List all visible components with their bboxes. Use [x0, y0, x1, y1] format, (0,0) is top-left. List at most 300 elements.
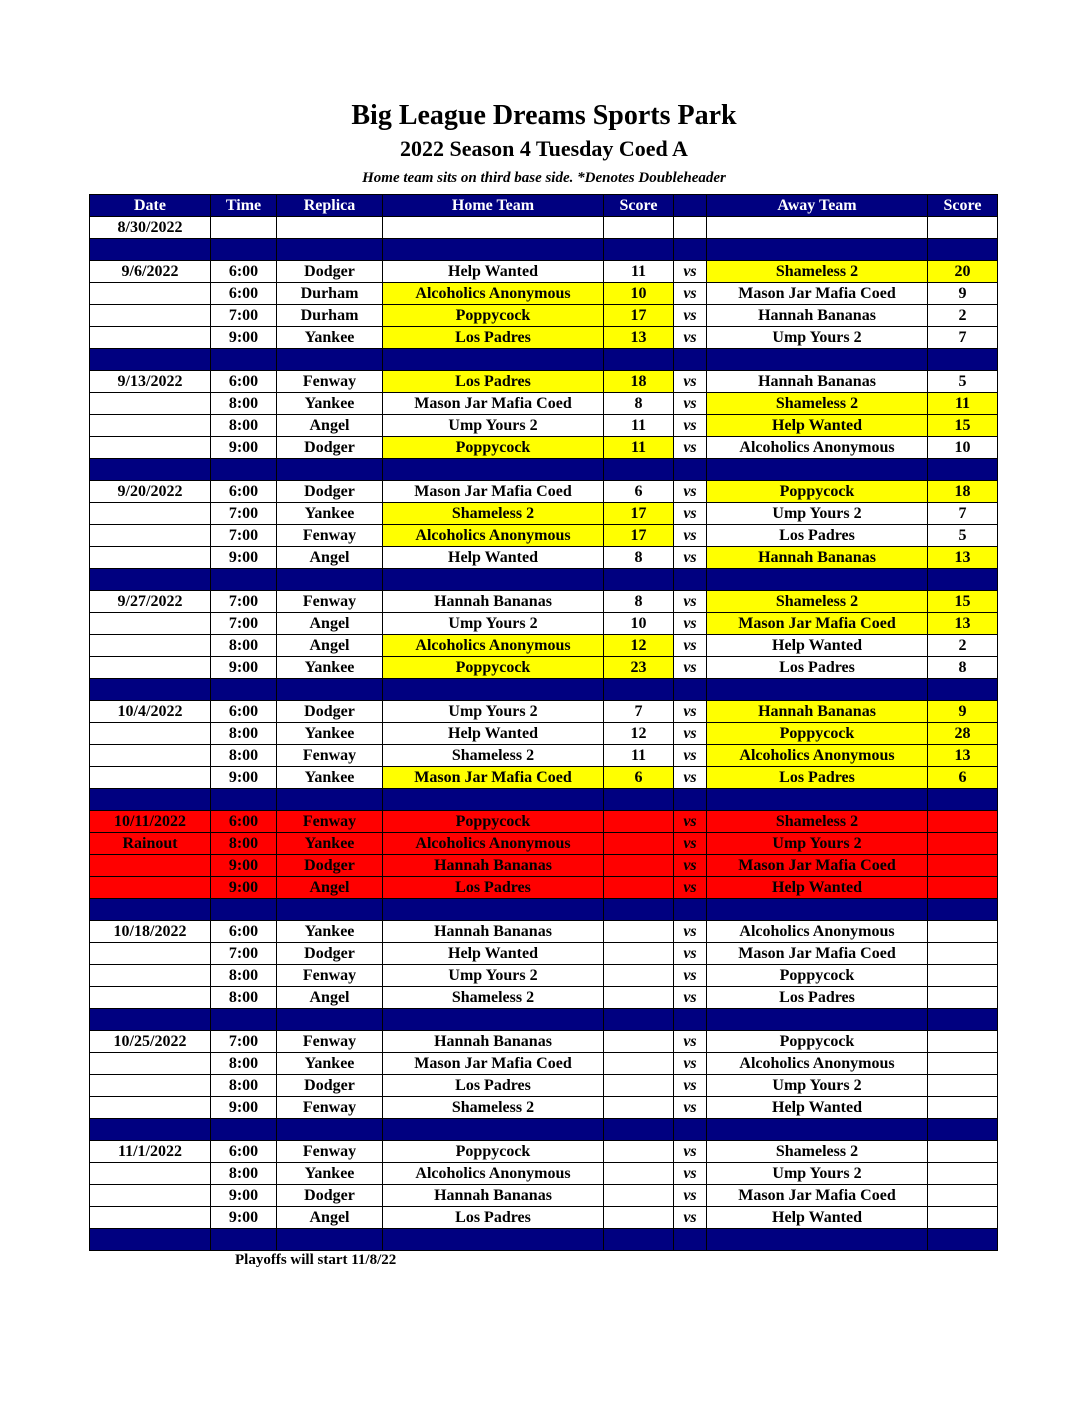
field-cell: Dodger: [277, 701, 383, 723]
away-score-cell: [928, 921, 998, 943]
separator-cell: [211, 349, 277, 371]
away-team-cell: Alcoholics Anonymous: [707, 745, 928, 767]
table-header-row: [90, 195, 998, 217]
home-score-cell: [604, 987, 674, 1009]
home-score-cell: 13: [604, 327, 674, 349]
vs-cell: vs: [674, 657, 707, 679]
separator-cell: [707, 1009, 928, 1031]
field-cell: Yankee: [277, 723, 383, 745]
time-cell: 7:00: [211, 591, 277, 613]
date-cell: 9/20/2022: [90, 481, 211, 503]
date-cell: 10/11/2022: [90, 811, 211, 833]
vs-cell: vs: [674, 943, 707, 965]
table-row: [90, 701, 998, 723]
away-team-cell: Mason Jar Mafia Coed: [707, 943, 928, 965]
empty-cell: [383, 217, 604, 239]
away-score-cell: 7: [928, 503, 998, 525]
separator-cell: [928, 1229, 998, 1251]
home-team-cell: Help Wanted: [383, 943, 604, 965]
separator-cell: [707, 1119, 928, 1141]
field-cell: Angel: [277, 613, 383, 635]
separator-cell: [674, 1119, 707, 1141]
table-row: [90, 393, 998, 415]
time-cell: 8:00: [211, 1163, 277, 1185]
home-score-cell: [604, 1207, 674, 1229]
time-cell: 6:00: [211, 481, 277, 503]
home-team-cell: Help Wanted: [383, 547, 604, 569]
away-team-cell: Poppycock: [707, 1031, 928, 1053]
empty-cell: [277, 217, 383, 239]
separator-cell: [674, 239, 707, 261]
away-score-cell: [928, 855, 998, 877]
away-team-cell: Los Padres: [707, 767, 928, 789]
away-team-cell: Mason Jar Mafia Coed: [707, 1185, 928, 1207]
away-team-cell: Ump Yours 2: [707, 503, 928, 525]
date-cell: [90, 1075, 211, 1097]
home-team-cell: Poppycock: [383, 811, 604, 833]
away-score-cell: [928, 987, 998, 1009]
separator-cell: [707, 679, 928, 701]
away-team-cell: Mason Jar Mafia Coed: [707, 283, 928, 305]
home-team-cell: Los Padres: [383, 877, 604, 899]
home-score-cell: 12: [604, 723, 674, 745]
home-team-cell: Alcoholics Anonymous: [383, 283, 604, 305]
separator-cell: [90, 899, 211, 921]
separator-cell: [211, 1119, 277, 1141]
table-row: [90, 965, 998, 987]
table-row: [90, 613, 998, 635]
home-team-cell: Shameless 2: [383, 987, 604, 1009]
home-score-cell: [604, 811, 674, 833]
table-row: [90, 1097, 998, 1119]
vs-cell: vs: [674, 745, 707, 767]
separator-cell: [928, 1119, 998, 1141]
time-cell: 7:00: [211, 943, 277, 965]
table-row: [90, 1163, 998, 1185]
home-score-cell: [604, 921, 674, 943]
date-cell: [90, 1185, 211, 1207]
table-row: [90, 723, 998, 745]
separator-cell: [674, 899, 707, 921]
field-cell: Dodger: [277, 481, 383, 503]
empty-cell: [604, 217, 674, 239]
home-score-cell: 10: [604, 613, 674, 635]
home-score-cell: 7: [604, 701, 674, 723]
away-score-cell: 10: [928, 437, 998, 459]
separator-cell: [211, 679, 277, 701]
vs-cell: vs: [674, 1185, 707, 1207]
away-score-cell: [928, 943, 998, 965]
time-cell: 6:00: [211, 261, 277, 283]
separator-cell: [211, 789, 277, 811]
home-score-cell: [604, 1031, 674, 1053]
week-separator-row: [90, 1119, 998, 1141]
away-team-cell: Poppycock: [707, 965, 928, 987]
week-separator-row: [90, 349, 998, 371]
empty-cell: [707, 217, 928, 239]
time-cell: 8:00: [211, 393, 277, 415]
home-team-cell: Hannah Bananas: [383, 591, 604, 613]
date-cell: [90, 613, 211, 635]
date-cell: [90, 393, 211, 415]
away-score-cell: 6: [928, 767, 998, 789]
home-team-cell: Hannah Bananas: [383, 921, 604, 943]
field-cell: Angel: [277, 635, 383, 657]
vs-cell: vs: [674, 1053, 707, 1075]
time-cell: 9:00: [211, 327, 277, 349]
away-team-cell: Mason Jar Mafia Coed: [707, 613, 928, 635]
home-team-cell: Shameless 2: [383, 1097, 604, 1119]
field-cell: Dodger: [277, 1185, 383, 1207]
time-cell: 8:00: [211, 1053, 277, 1075]
table-row: [90, 1075, 998, 1097]
time-cell: 6:00: [211, 701, 277, 723]
separator-cell: [211, 239, 277, 261]
separator-cell: [707, 459, 928, 481]
home-team-cell: Hannah Bananas: [383, 1185, 604, 1207]
away-team-cell: Shameless 2: [707, 1141, 928, 1163]
separator-cell: [277, 569, 383, 591]
separator-cell: [928, 239, 998, 261]
separator-cell: [277, 789, 383, 811]
away-score-cell: [928, 1163, 998, 1185]
separator-cell: [383, 789, 604, 811]
away-score-cell: [928, 1075, 998, 1097]
home-score-cell: 8: [604, 591, 674, 613]
home-team-cell: Poppycock: [383, 437, 604, 459]
field-cell: Dodger: [277, 855, 383, 877]
date-cell: [90, 415, 211, 437]
separator-cell: [674, 1009, 707, 1031]
away-score-cell: [928, 811, 998, 833]
home-score-cell: 18: [604, 371, 674, 393]
date-cell: [90, 987, 211, 1009]
separator-cell: [277, 239, 383, 261]
home-team-cell: Hannah Bananas: [383, 855, 604, 877]
separator-cell: [928, 1009, 998, 1031]
vs-cell: vs: [674, 1097, 707, 1119]
time-cell: 7:00: [211, 525, 277, 547]
home-team-cell: Mason Jar Mafia Coed: [383, 1053, 604, 1075]
home-team-cell: Mason Jar Mafia Coed: [383, 481, 604, 503]
home-team-cell: Los Padres: [383, 327, 604, 349]
date-cell: [90, 877, 211, 899]
away-score-cell: [928, 1207, 998, 1229]
field-cell: Angel: [277, 547, 383, 569]
week-separator-row: [90, 679, 998, 701]
table-row: [90, 437, 998, 459]
field-cell: Yankee: [277, 327, 383, 349]
away-score-cell: [928, 965, 998, 987]
home-score-cell: 17: [604, 525, 674, 547]
home-team-cell: Ump Yours 2: [383, 613, 604, 635]
time-cell: 6:00: [211, 921, 277, 943]
away-team-cell: Alcoholics Anonymous: [707, 437, 928, 459]
separator-cell: [604, 899, 674, 921]
table-row: [90, 415, 998, 437]
separator-cell: [90, 789, 211, 811]
separator-cell: [90, 459, 211, 481]
separator-cell: [928, 349, 998, 371]
away-team-cell: Help Wanted: [707, 1207, 928, 1229]
home-score-cell: 12: [604, 635, 674, 657]
away-score-cell: 5: [928, 371, 998, 393]
separator-cell: [277, 1229, 383, 1251]
separator-cell: [383, 679, 604, 701]
date-cell: [90, 305, 211, 327]
time-cell: 7:00: [211, 503, 277, 525]
field-cell: Fenway: [277, 371, 383, 393]
vs-cell: vs: [674, 415, 707, 437]
date-cell: [90, 525, 211, 547]
separator-cell: [90, 569, 211, 591]
separator-cell: [277, 679, 383, 701]
time-cell: 9:00: [211, 767, 277, 789]
page-title: Big League Dreams Sports Park: [351, 100, 737, 131]
time-cell: 9:00: [211, 855, 277, 877]
separator-cell: [90, 679, 211, 701]
separator-cell: [383, 239, 604, 261]
home-team-cell: Poppycock: [383, 657, 604, 679]
home-team-cell: Los Padres: [383, 1075, 604, 1097]
home-team-cell: Mason Jar Mafia Coed: [383, 767, 604, 789]
vs-cell: vs: [674, 591, 707, 613]
home-score-cell: [604, 855, 674, 877]
field-cell: Yankee: [277, 503, 383, 525]
time-cell: 9:00: [211, 547, 277, 569]
date-cell: 11/1/2022: [90, 1141, 211, 1163]
week-separator-row: [90, 569, 998, 591]
time-cell: 7:00: [211, 613, 277, 635]
away-team-cell: Alcoholics Anonymous: [707, 1053, 928, 1075]
home-score-cell: [604, 833, 674, 855]
away-score-cell: 15: [928, 591, 998, 613]
away-team-cell: Ump Yours 2: [707, 327, 928, 349]
separator-cell: [674, 349, 707, 371]
vs-cell: vs: [674, 481, 707, 503]
field-cell: Fenway: [277, 965, 383, 987]
away-score-cell: 9: [928, 283, 998, 305]
date-cell: 10/18/2022: [90, 921, 211, 943]
table-row: [90, 877, 998, 899]
table-row: [90, 745, 998, 767]
home-score-cell: [604, 1097, 674, 1119]
home-team-cell: Hannah Bananas: [383, 1031, 604, 1053]
field-cell: Angel: [277, 987, 383, 1009]
separator-cell: [383, 1009, 604, 1031]
home-score-cell: 11: [604, 261, 674, 283]
field-cell: Dodger: [277, 943, 383, 965]
separator-cell: [928, 569, 998, 591]
col-header-vs: [674, 195, 707, 217]
separator-cell: [604, 349, 674, 371]
away-team-cell: Help Wanted: [707, 1097, 928, 1119]
away-score-cell: 8: [928, 657, 998, 679]
vs-cell: vs: [674, 327, 707, 349]
home-score-cell: 11: [604, 745, 674, 767]
time-cell: 8:00: [211, 965, 277, 987]
away-team-cell: Help Wanted: [707, 877, 928, 899]
separator-cell: [604, 1009, 674, 1031]
time-cell: 8:00: [211, 635, 277, 657]
away-score-cell: 9: [928, 701, 998, 723]
home-team-note: Home team sits on third base side. *Denotes Doubleheader: [362, 170, 726, 186]
vs-cell: vs: [674, 613, 707, 635]
away-team-cell: Hannah Bananas: [707, 305, 928, 327]
away-team-cell: Mason Jar Mafia Coed: [707, 855, 928, 877]
separator-cell: [383, 899, 604, 921]
home-team-cell: Shameless 2: [383, 745, 604, 767]
time-cell: 9:00: [211, 1097, 277, 1119]
home-score-cell: 8: [604, 547, 674, 569]
table-row: [90, 261, 998, 283]
away-team-cell: Shameless 2: [707, 261, 928, 283]
vs-cell: vs: [674, 437, 707, 459]
separator-cell: [211, 899, 277, 921]
empty-cell: [674, 217, 707, 239]
separator-cell: [604, 679, 674, 701]
separator-cell: [604, 569, 674, 591]
field-cell: Angel: [277, 415, 383, 437]
separator-cell: [674, 569, 707, 591]
field-cell: Fenway: [277, 525, 383, 547]
separator-cell: [90, 349, 211, 371]
separator-cell: [928, 679, 998, 701]
home-score-cell: [604, 1141, 674, 1163]
date-cell: [90, 723, 211, 745]
away-score-cell: 15: [928, 415, 998, 437]
home-score-cell: [604, 1185, 674, 1207]
vs-cell: vs: [674, 877, 707, 899]
table-row: [90, 1053, 998, 1075]
week-separator-row: [90, 899, 998, 921]
vs-cell: vs: [674, 635, 707, 657]
empty-cell: [211, 217, 277, 239]
home-score-cell: [604, 965, 674, 987]
away-score-cell: [928, 1053, 998, 1075]
week-separator-row: [90, 1229, 998, 1251]
vs-cell: vs: [674, 393, 707, 415]
field-cell: Fenway: [277, 811, 383, 833]
separator-cell: [604, 459, 674, 481]
table-row: [90, 1141, 998, 1163]
table-row: [90, 1207, 998, 1229]
home-team-cell: Poppycock: [383, 305, 604, 327]
away-score-cell: [928, 1097, 998, 1119]
date-cell: [90, 547, 211, 569]
away-score-cell: [928, 1185, 998, 1207]
home-team-cell: Alcoholics Anonymous: [383, 525, 604, 547]
vs-cell: vs: [674, 547, 707, 569]
date-cell: [90, 327, 211, 349]
separator-cell: [707, 789, 928, 811]
date-cell: 10/4/2022: [90, 701, 211, 723]
field-cell: Angel: [277, 877, 383, 899]
away-team-cell: Hannah Bananas: [707, 701, 928, 723]
away-score-cell: 7: [928, 327, 998, 349]
home-team-cell: Alcoholics Anonymous: [383, 833, 604, 855]
col-header-replica: Replica: [277, 195, 383, 217]
time-cell: 9:00: [211, 877, 277, 899]
time-cell: 8:00: [211, 415, 277, 437]
table-row: [90, 921, 998, 943]
away-score-cell: 18: [928, 481, 998, 503]
time-cell: 8:00: [211, 745, 277, 767]
separator-cell: [383, 349, 604, 371]
time-cell: 9:00: [211, 657, 277, 679]
separator-cell: [707, 349, 928, 371]
date-cell: 10/25/2022: [90, 1031, 211, 1053]
vs-cell: vs: [674, 921, 707, 943]
field-cell: Fenway: [277, 745, 383, 767]
date-cell: 9/13/2022: [90, 371, 211, 393]
home-score-cell: [604, 943, 674, 965]
time-cell: 7:00: [211, 1031, 277, 1053]
home-team-cell: Shameless 2: [383, 503, 604, 525]
vs-cell: vs: [674, 767, 707, 789]
table-row: [90, 547, 998, 569]
date-cell: 9/6/2022: [90, 261, 211, 283]
away-score-cell: [928, 877, 998, 899]
away-team-cell: Hannah Bananas: [707, 371, 928, 393]
week-separator-row: [90, 1009, 998, 1031]
separator-cell: [211, 1009, 277, 1031]
table-row: [90, 305, 998, 327]
field-cell: Durham: [277, 305, 383, 327]
home-team-cell: Poppycock: [383, 1141, 604, 1163]
table-row: [90, 591, 998, 613]
separator-cell: [211, 459, 277, 481]
separator-cell: [674, 789, 707, 811]
home-score-cell: 6: [604, 767, 674, 789]
vs-cell: vs: [674, 283, 707, 305]
home-team-cell: Los Padres: [383, 1207, 604, 1229]
separator-cell: [707, 239, 928, 261]
vs-cell: vs: [674, 1207, 707, 1229]
separator-cell: [277, 349, 383, 371]
table-row: [90, 657, 998, 679]
date-cell: [90, 503, 211, 525]
table-row: [90, 1031, 998, 1053]
away-team-cell: Help Wanted: [707, 415, 928, 437]
time-cell: 6:00: [211, 1141, 277, 1163]
away-team-cell: Help Wanted: [707, 635, 928, 657]
time-cell: 9:00: [211, 1185, 277, 1207]
date-cell: 8/30/2022: [90, 217, 211, 239]
away-score-cell: 2: [928, 305, 998, 327]
field-cell: Angel: [277, 1207, 383, 1229]
table-row: [90, 987, 998, 1009]
away-team-cell: Ump Yours 2: [707, 1163, 928, 1185]
vs-cell: vs: [674, 371, 707, 393]
separator-cell: [90, 1009, 211, 1031]
field-cell: Yankee: [277, 767, 383, 789]
separator-cell: [277, 899, 383, 921]
time-cell: 6:00: [211, 283, 277, 305]
home-score-cell: 17: [604, 503, 674, 525]
away-team-cell: Shameless 2: [707, 591, 928, 613]
field-cell: Yankee: [277, 833, 383, 855]
away-team-cell: Los Padres: [707, 987, 928, 1009]
empty-cell: [928, 217, 998, 239]
away-score-cell: 2: [928, 635, 998, 657]
separator-cell: [277, 1009, 383, 1031]
time-cell: 8:00: [211, 1075, 277, 1097]
date-cell: [90, 943, 211, 965]
table-row: [90, 371, 998, 393]
separator-cell: [90, 239, 211, 261]
vs-cell: vs: [674, 525, 707, 547]
